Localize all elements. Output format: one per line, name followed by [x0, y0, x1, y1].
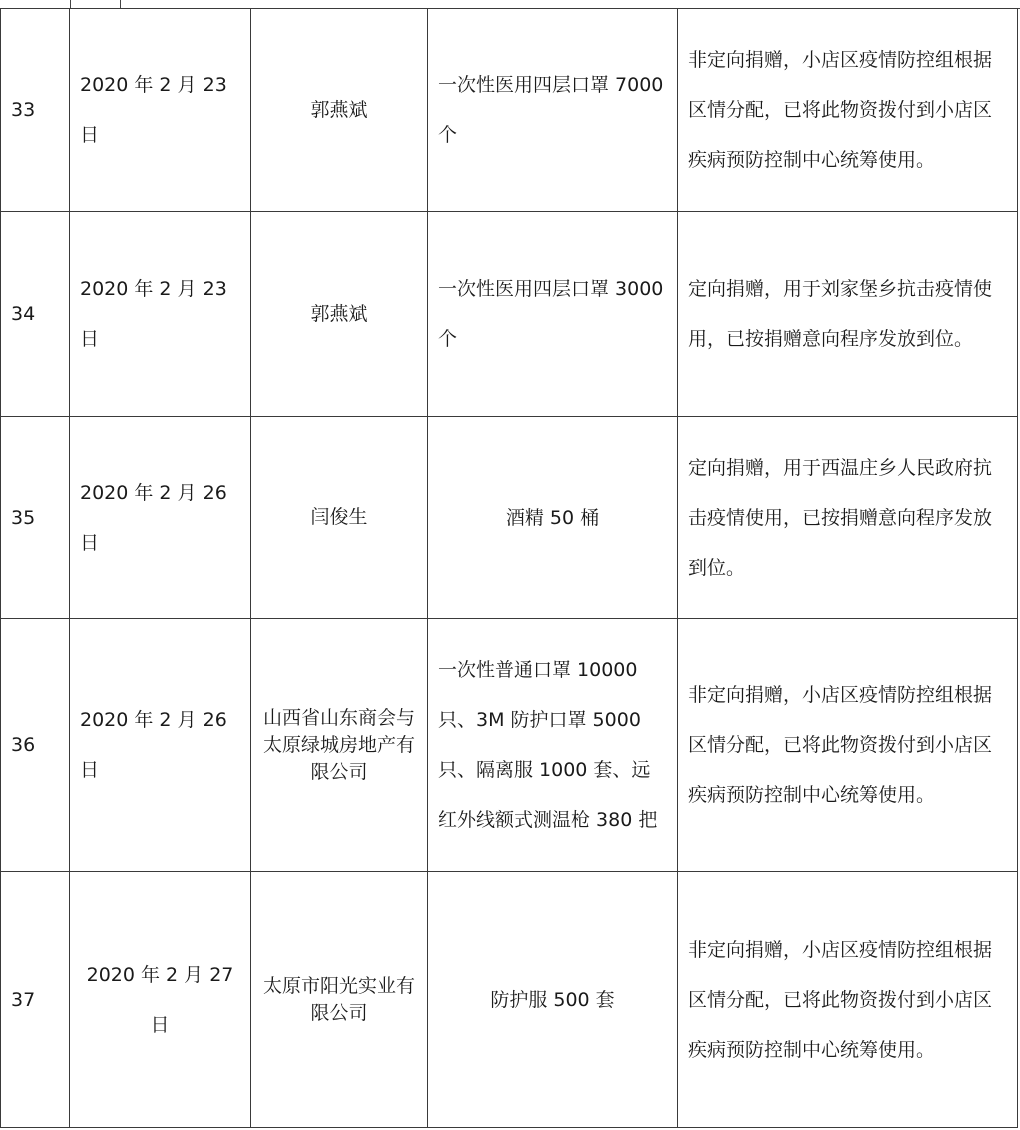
- usage-status: 定向捐赠，用于刘家堡乡抗击疫情使用，已按捐赠意向程序发放到位。: [678, 212, 1018, 417]
- donor-name: 郭燕斌: [251, 212, 428, 417]
- donor-name: 闫俊生: [251, 417, 428, 619]
- donation-date: 2020 年 2 月 23 日: [70, 212, 251, 417]
- table-row: [1, 872, 1018, 1128]
- donor-name: 太原市阳光实业有限公司: [251, 872, 428, 1128]
- donated-items: 一次性普通口罩 10000 只、3M 防护口罩 5000 只、隔离服 1000 套、远红外线额式测温枪 380 把: [428, 619, 678, 872]
- donation-date: 2020 年 2 月 26 日: [70, 619, 251, 872]
- table-row: [1, 619, 1018, 872]
- donation-date: 2020 年 2 月 26 日: [70, 417, 251, 619]
- usage-status: 非定向捐赠，小店区疫情防控组根据区情分配，已将此物资拨付到小店区疾病预防控制中心统筹使用。: [678, 9, 1018, 212]
- usage-status: 非定向捐赠，小店区疫情防控组根据区情分配，已将此物资拨付到小店区疾病预防控制中心统筹使用。: [678, 872, 1018, 1128]
- table-row: [1, 417, 1018, 619]
- row-number: 33: [1, 9, 70, 212]
- donated-items: 一次性医用四层口罩 3000 个: [428, 212, 678, 417]
- donated-items: 一次性医用四层口罩 7000 个: [428, 9, 678, 212]
- row-number: 37: [1, 872, 70, 1128]
- row-number: 36: [1, 619, 70, 872]
- usage-status: 定向捐赠，用于西温庄乡人民政府抗击疫情使用，已按捐赠意向程序发放到位。: [678, 417, 1018, 619]
- row-number: 35: [1, 417, 70, 619]
- donation-date: 2020 年 2 月 27 日: [70, 872, 251, 1128]
- usage-status: 非定向捐赠，小店区疫情防控组根据区情分配，已将此物资拨付到小店区疾病预防控制中心统筹使用。: [678, 619, 1018, 872]
- donation-date: 2020 年 2 月 23 日: [70, 9, 251, 212]
- donor-name: 郭燕斌: [251, 9, 428, 212]
- table-row: [1, 9, 1018, 212]
- donated-items: 防护服 500 套: [428, 872, 678, 1128]
- column-divider: [70, 0, 71, 8]
- column-divider: [120, 0, 121, 8]
- donor-name: 山西省山东商会与太原绿城房地产有限公司: [251, 619, 428, 872]
- table-row: [1, 212, 1018, 417]
- donated-items: 酒精 50 桶: [428, 417, 678, 619]
- donation-table: [0, 8, 1018, 1128]
- row-number: 34: [1, 212, 70, 417]
